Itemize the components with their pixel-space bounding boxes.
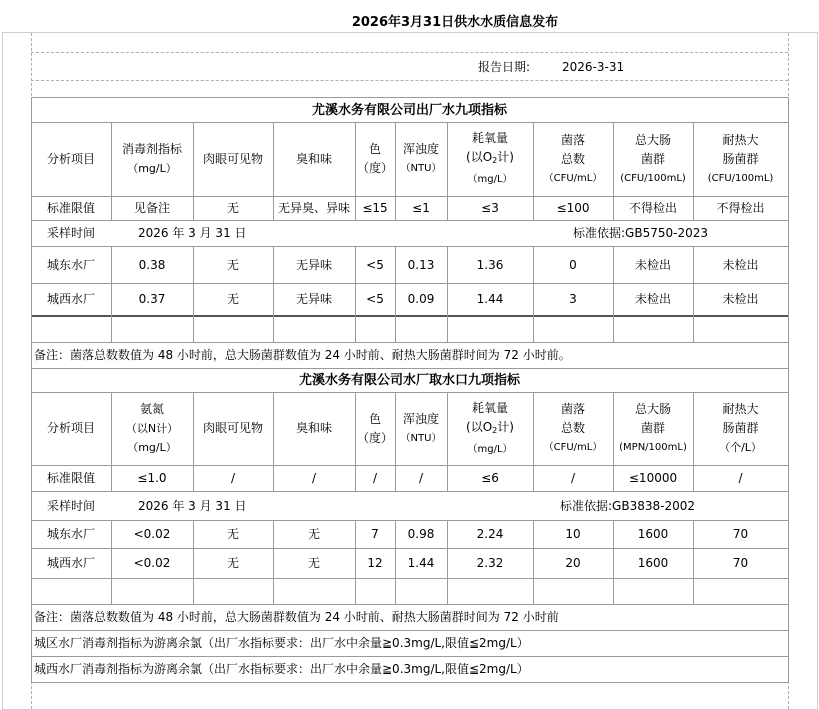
header-thermotolerant-coliforms: 耐热大 肠菌群 （个/L） [719,402,762,454]
header-color: 色 （度） [356,142,393,175]
sample-time-value: 2026 年 3 月 31 日 [138,226,247,240]
header-oxygen-consumption: 耗氧量 (以$O_2$计) （mg/L） [466,131,514,185]
table-title: 尤溪水务有限公司出厂水九项指标 [311,102,507,118]
header-thermotolerant-coliforms: 耐热大 肠菌群 (CFU/100mL) [707,132,774,184]
header-visible-matter: 肉眼可见物 [202,421,263,435]
header-disinfectant: 消毒剂指标 （mg/L） [121,142,182,175]
header-analysis-item: 分析项目 [46,421,95,435]
sample-time-value: 2026 年 3 月 31 日 [138,498,247,513]
sample-time-label: 采样时间 [46,226,95,240]
header-oxygen-consumption: 耗氧量 (以$O_2$计) （mg/L） [466,400,514,455]
table-note: 备注：菌落总数数值为 48 小时前，总大肠菌群数值为 24 小时前、耐热大肠菌群时间为 72 小时前。 [34,348,571,362]
header-color: 色 （度） [356,411,393,445]
gridline [31,52,788,53]
standard-basis: 标准依据:GB3838-2002 [560,498,695,513]
page-title: 2026年3月31日供水水质信息发布 [351,14,559,30]
header-visible-matter: 肉眼可见物 [202,151,263,166]
sample-time-label: 采样时间 [46,498,95,513]
header-total-coliforms: 总大肠 菌群 (CFU/100mL) [620,132,686,184]
header-colony-count: 菌落 总数 （CFU/mL） [543,132,603,184]
header-odor-taste: 臭和味 [295,421,332,435]
header-ammonia-nitrogen: 氨氮 （以N计） （mg/L） [125,402,179,454]
footnote-city-plant: 城区水厂消毒剂指标为游离余氯（出厂水指标要求：出厂水中余量≧0.3mg/L,限值≦2mg/L） [34,636,529,650]
header-odor-taste: 臭和味 [295,151,332,166]
table-note: 备注：菌落总数数值为 48 小时前，总大肠菌群数值为 24 小时前、耐热大肠菌群时间为 72 小时前 [34,610,559,624]
header-analysis-item: 分析项目 [46,151,95,166]
table-title: 尤溪水务有限公司水厂取水口九项指标 [298,373,520,388]
gridline [31,80,788,81]
header-total-coliforms: 总大肠 菌群 (MPN/100mL) [619,402,687,453]
report-date-label: 报告日期: [478,59,531,74]
report-date-value: 2026-3-31 [562,59,625,74]
footnote-west-plant: 城西水厂消毒剂指标为游离余氯（出厂水指标要求：出厂水中余量≧0.3mg/L,限值≦2mg/L） [34,662,529,676]
header-colony-count: 菌落 总数 （CFU/mL） [543,402,603,453]
standard-basis: 标准依据:GB5750-2023 [573,226,708,240]
header-turbidity: 浑浊度 （NTU） [400,411,442,444]
header-turbidity: 浑浊度 （NTU） [400,142,442,174]
